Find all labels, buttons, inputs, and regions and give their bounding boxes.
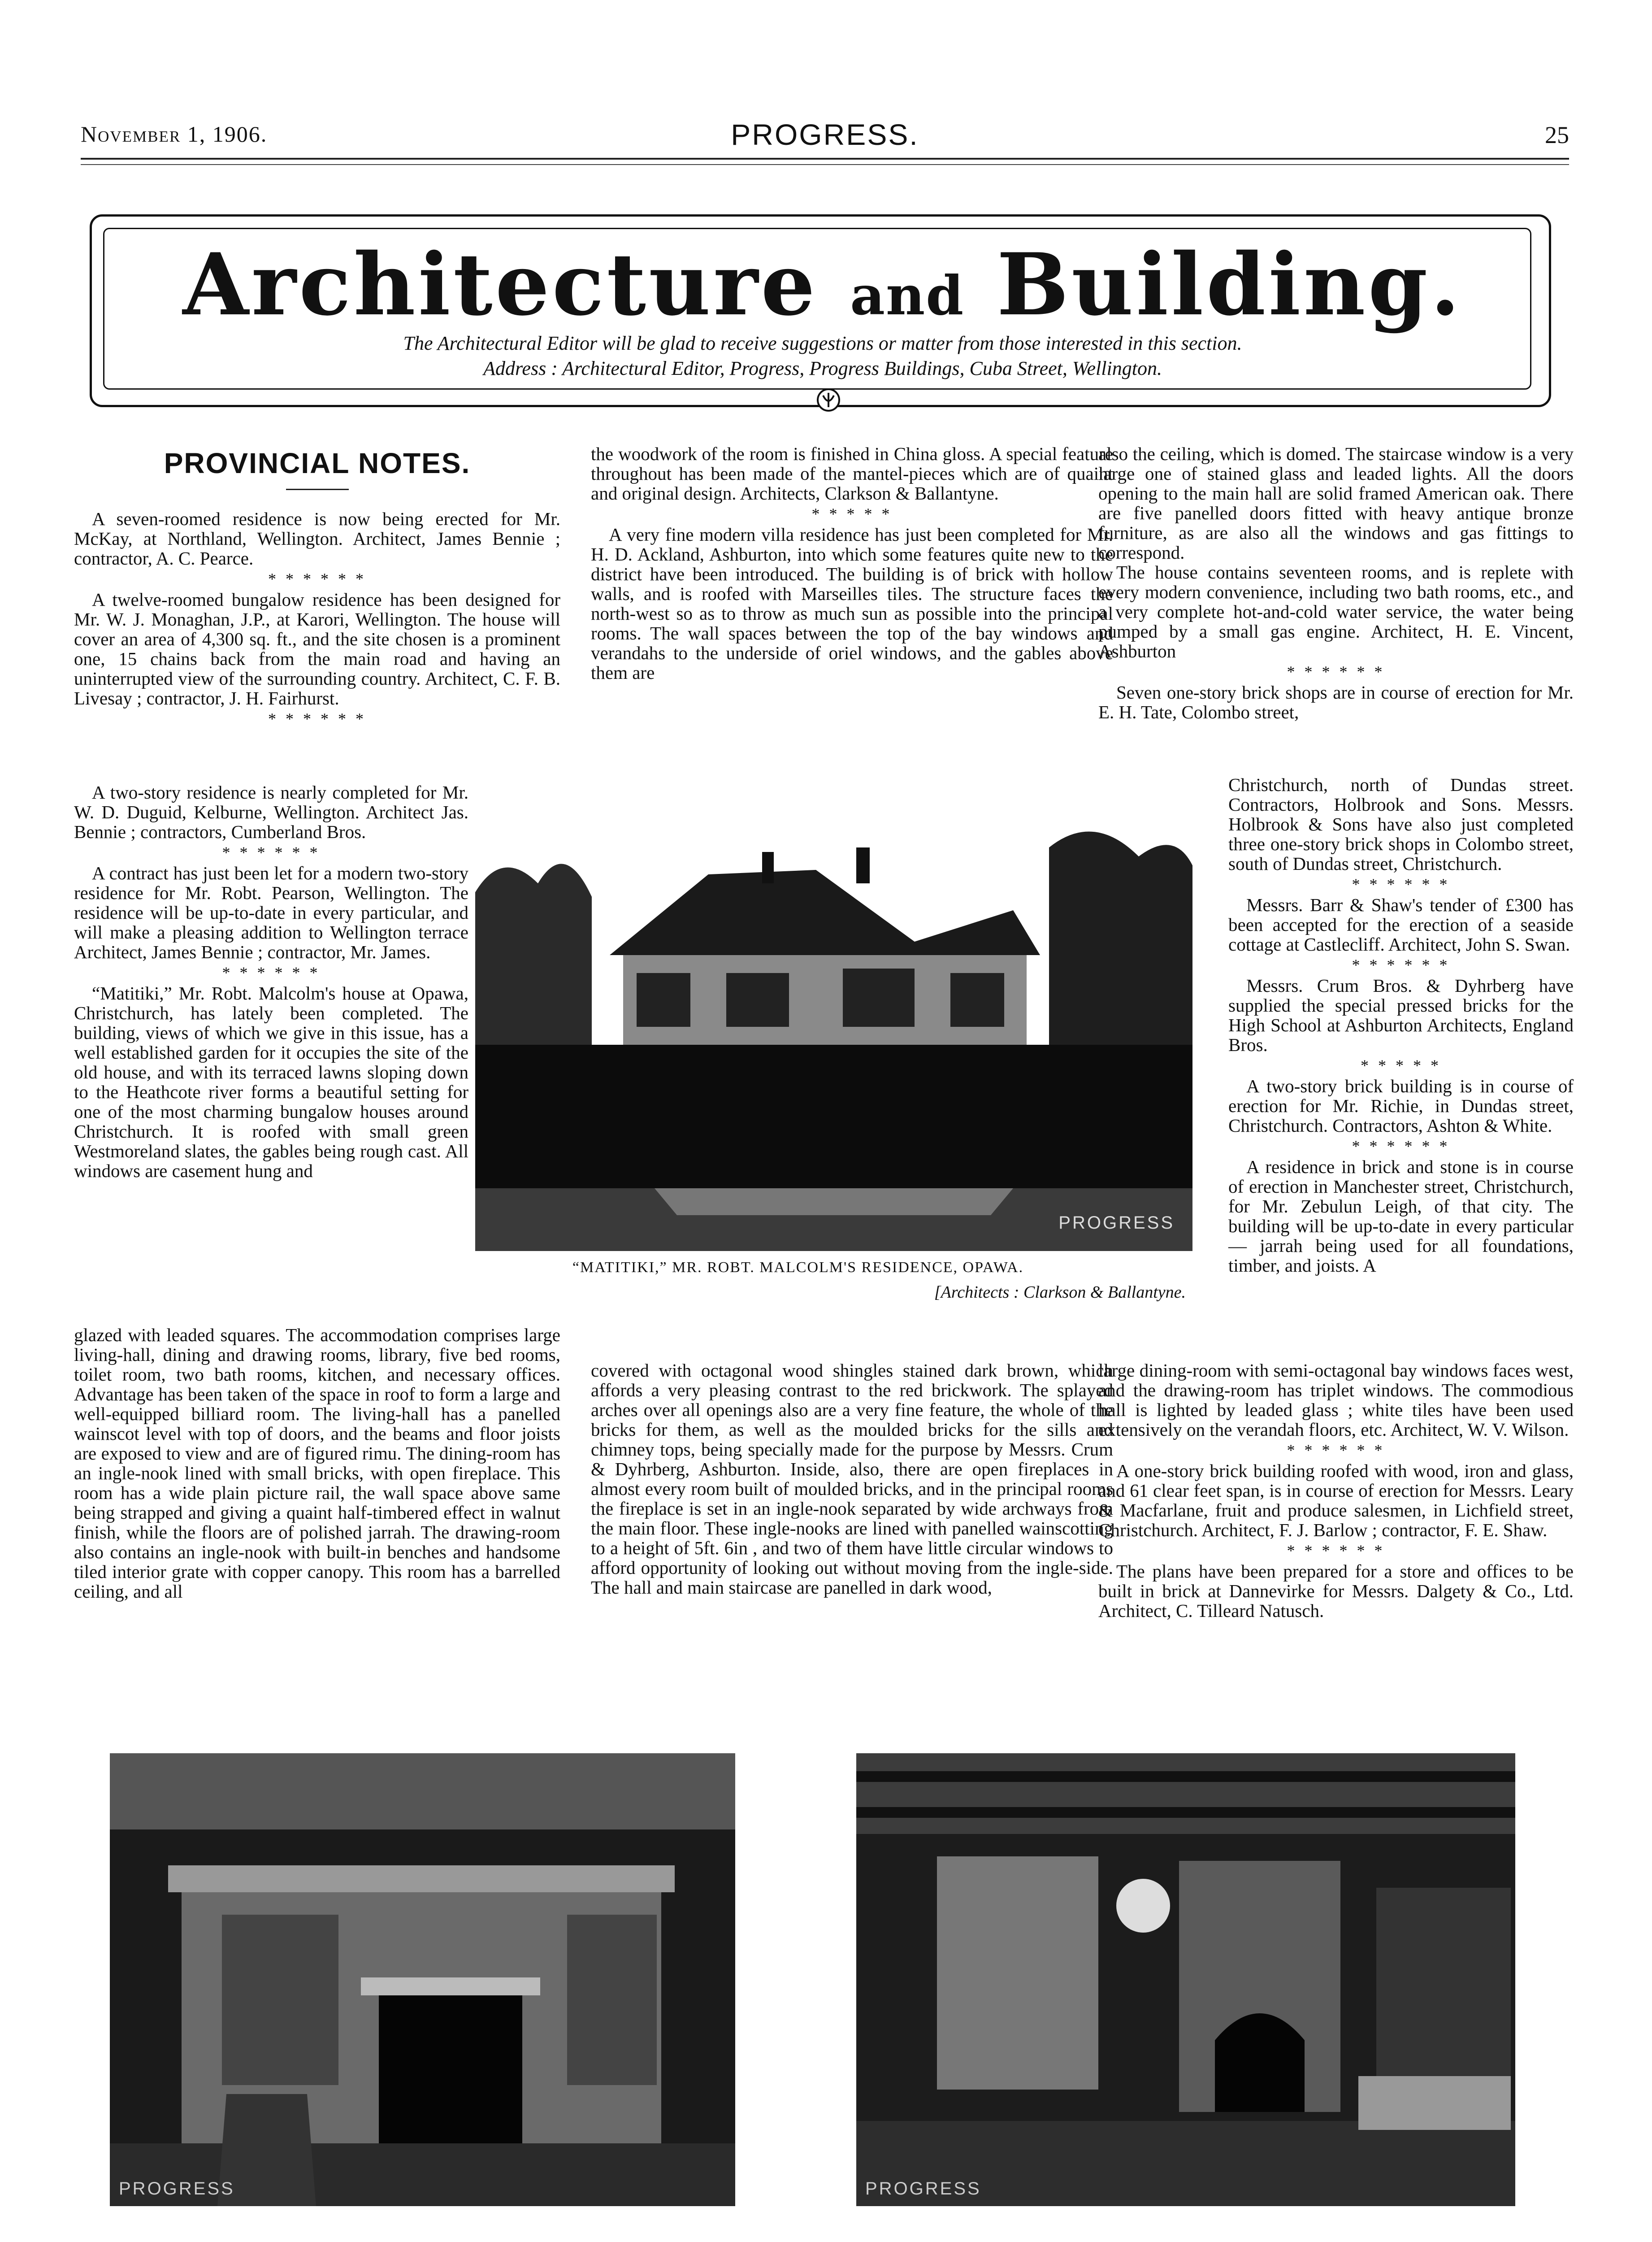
title-word-architecture: Architecture [182,235,818,335]
separator: * * * * * * [1352,956,1450,974]
issue-date: November 1, 1906. [81,122,268,147]
separator: * * * * * * [268,710,366,728]
separator: * * * * * [811,505,893,523]
separator: * * * * * [1361,1056,1441,1074]
separator: * * * * * * [222,843,321,861]
banner-address: Address : Architectural Editor, Progress, Progress Buildings, Cuba Street, Wellington. [483,357,1162,379]
paragraph: also the ceiling, which is domed. The staircase window is a very large one of stained glass and leaded lights. All the doors opening to the main hall are solid framed American oak. There are five panelled doors fitted with heavy antique bronze furniture, as are also all the windows and gas fittings to correspond. [1098,443,1574,563]
paragraph: A contract has just been let for a modern two-story residence for Mr. Robt. Pearson, Wellington. The residence will be up-to-date in every particular, and will make a pleasing addition to Wellington terrace Architect, James Bennie ; contractor, Mr. James. [74,863,468,962]
separator: * * * * * * [268,570,366,588]
column-1 [74,444,560,730]
architect-credit: [Architects : Clarkson & Ballantyne. [934,1283,1186,1302]
paragraph: A seven-roomed residence is now being erected for Mr. McKay, at Northland, Wellington. Architect, James Bennie ; contractor, A. C. Pearce. [74,508,560,569]
banner-subtitle: The Architectural Editor will be glad to receive suggestions or matter from those interested in this section. [403,332,1242,354]
running-head [81,117,1569,153]
page-number: 25 [1545,122,1569,148]
column-1-narrow [74,782,468,1181]
paragraph: “Matitiki,” Mr. Robt. Malcolm's house at Opawa, Christchurch, has lately been completed. The building, views of which we give in this issue, has a well established garden for it occupies the site of the old house, and with its terraced lawns sloping down to the Heathcote river forms a beautiful setting for one of the most charming bungalow houses around Christchurch. It is roofed with small green Westmoreland slates, the gables being rough cast. All windows are casement hung and [74,983,468,1181]
column-3-narrow [1228,775,1574,1275]
house-exterior-image [475,794,1192,1251]
section-title [90,235,1556,335]
paragraph: covered with octagonal wood shingles stained dark brown, which affords a very pleasing contrast to the red brickwork. The splayed arches over all openings also are a very fine feature, the whole of the bricks for them, as well as the moulded bricks for the sills and chimney tops, being specially made for the purpose by Messrs. Crum & Dyhrberg, Ashburton. Inside, also, there are open fireplaces in almost every room built of moulded bricks, and in the principal rooms the fireplace is set in an ingle-nook separated by wide archways from the main floor. These ingle-nooks are lined with panelled wainscotting to a height of 5ft. 6in , and two of them have little circular windows to afford opportunity of looking out without moving from the ingle-side. The hall and main staircase are panelled in dark wood, [591,1360,1113,1598]
paragraph: Christchurch, north of Dundas street. Contractors, Holbrook and Sons. Messrs. Holbrook & Sons have also just completed three one-story brick shops in Colombo street, south of Dundas street, Christchurch. [1228,774,1574,874]
column-3 [1098,444,1574,722]
drawing-room-image [110,1753,735,2206]
paragraph: glazed with leaded squares. The accommodation comprises large living-hall, dining and drawing rooms, library, five bed rooms, toilet room, two bath rooms, kitchen, and necessary offices. Advantage has been taken of the space in roof to form a large and well-equipped billiard room. The living-hall has a panelled wainscot level with top of doors, and the beams and floor joists are exposed to view and are of figured rimu. The dining-room has an ingle-nook lined with small bricks, with open fireplace. This room has a wide plain picture rail, the wall space above same being strapped and giving a quaint half-timbered effect in walnut finish, while the floors are of polished jarrah. The drawing-room also contains an ingle-nook with built-in benches and handsome tiled interior grate with copper canopy. This room has a barrelled ceiling, and all [74,1325,560,1602]
separator: * * * * * * [222,964,321,982]
paragraph: the woodwork of the room is finished in China gloss. A special feature throughout has been made of the mantel-pieces which are of quaint and original design. Architects, Clarkson & Ballantyne. [591,443,1113,504]
paragraph: The plans have been prepared for a store and offices to be built in brick at Dannevirke for Messrs. Dalgety & Co., Ltd. Architect, C. Tilleard Natusch. [1098,1561,1574,1621]
paragraph: A two-story residence is nearly completed for Mr. W. D. Duguid, Kelburne, Wellington. Architect Jas. Bennie ; contractors, Cumberland Bros. [74,782,468,842]
paragraph: A residence in brick and stone is in course of erection in Manchester street, Christchurch, for Mr. Zebulun Leigh, of that city. The building will be up-to-date in every particular — jarrah being used for all foundations, timber, and joists. A [1228,1156,1574,1276]
watermark: PROGRESS [1058,1213,1175,1233]
section-heading: PROVINCIAL NOTES. [164,447,471,479]
paragraph: A twelve-roomed bungalow residence has been designed for Mr. W. J. Monaghan, J.P., at Karori, Wellington. The house will cover an area of 4,300 sq. ft., and the site chosen is a prominent one, 15 chains back from the main road and having an uninterrupted view of the surrounding country. Architect, C. F. B. Livesay ; contractor, J. H. Fairhurst. [74,589,560,708]
exterior-caption: “MATITIKI,” MR. ROBT. MALCOLM'S RESIDENCE, OPAWA. [572,1259,1024,1276]
heading-rule [286,489,349,490]
separator: * * * * * * [1352,875,1450,893]
title-word-and: and [850,264,965,327]
header-rule [81,158,1569,160]
paragraph: A one-story brick building roofed with wood, iron and glass, and 61 clear feet span, is in course of erection for Messrs. Leary & Macfarlane, fruit and produce salesmen, in Lichfield street, Christchurch. Architect, F. J. Barlow ; contractor, F. E. Shaw. [1098,1460,1574,1540]
separator: * * * * * * [1352,1137,1450,1155]
title-word-building: Building. [997,235,1463,335]
column-2-bottom [591,1360,1113,1597]
watermark: PROGRESS [119,2179,235,2199]
column-1-bottom [74,1325,560,1601]
exterior-photo [475,794,1192,1251]
separator: * * * * * * [1287,1441,1385,1459]
publication-title: PROGRESS. [731,118,919,151]
ornament-icon [815,387,842,413]
paragraph: A very fine modern villa residence has just been completed for Mr. H. D. Ackland, Ashburton, into which some features quite new to the district have been introduced. The building is of brick with hollow walls, and is roofed with Marseilles tiles. The structure faces the north-west so as to throw as much sun as possible into the principal rooms. The wall spaces between the top of the bay windows and verandahs to the underside of oriel windows, and the gables above them are [591,524,1113,683]
header-rule-thin [81,164,1569,165]
dining-room-photo [856,1753,1515,2206]
drawing-room-photo [110,1753,735,2206]
paragraph: The house contains seventeen rooms, and is replete with every modern convenience, including two bath rooms, etc., and a very complete hot-and-cold water service, the water being pumped by a small gas engine. Architect, H. E. Vincent, Ashburton [1098,562,1574,661]
paragraph: A two-story brick building is in course of erection for Mr. Richie, in Dundas street, Christchurch. Contractors, Ashton & White. [1228,1076,1574,1136]
paragraph: Messrs. Barr & Shaw's tender of £300 has been accepted for the erection of a seaside cottage at Castlecliff. Architect, John S. Swan. [1228,895,1574,955]
separator: * * * * * * [1287,663,1385,681]
watermark: PROGRESS [865,2179,981,2199]
separator: * * * * * * [1287,1542,1385,1560]
section-banner [90,214,1556,425]
paragraph: Messrs. Crum Bros. & Dyhrberg have supplied the special pressed bricks for the High School at Ashburton Architects, England Bros. [1228,975,1574,1055]
dining-room-image [856,1753,1515,2206]
column-3-bottom [1098,1360,1574,1621]
paragraph: large dining-room with semi-octagonal bay windows faces west, and the drawing-room has triplet windows. The commodious hall is lighted by leaded glass ; white tiles have been used extensively on the verandah floors, etc. Architect, W. V. Wilson. [1098,1360,1574,1440]
paragraph: Seven one-story brick shops are in course of erection for Mr. E. H. Tate, Colombo street, [1098,682,1574,722]
column-2 [591,444,1113,682]
